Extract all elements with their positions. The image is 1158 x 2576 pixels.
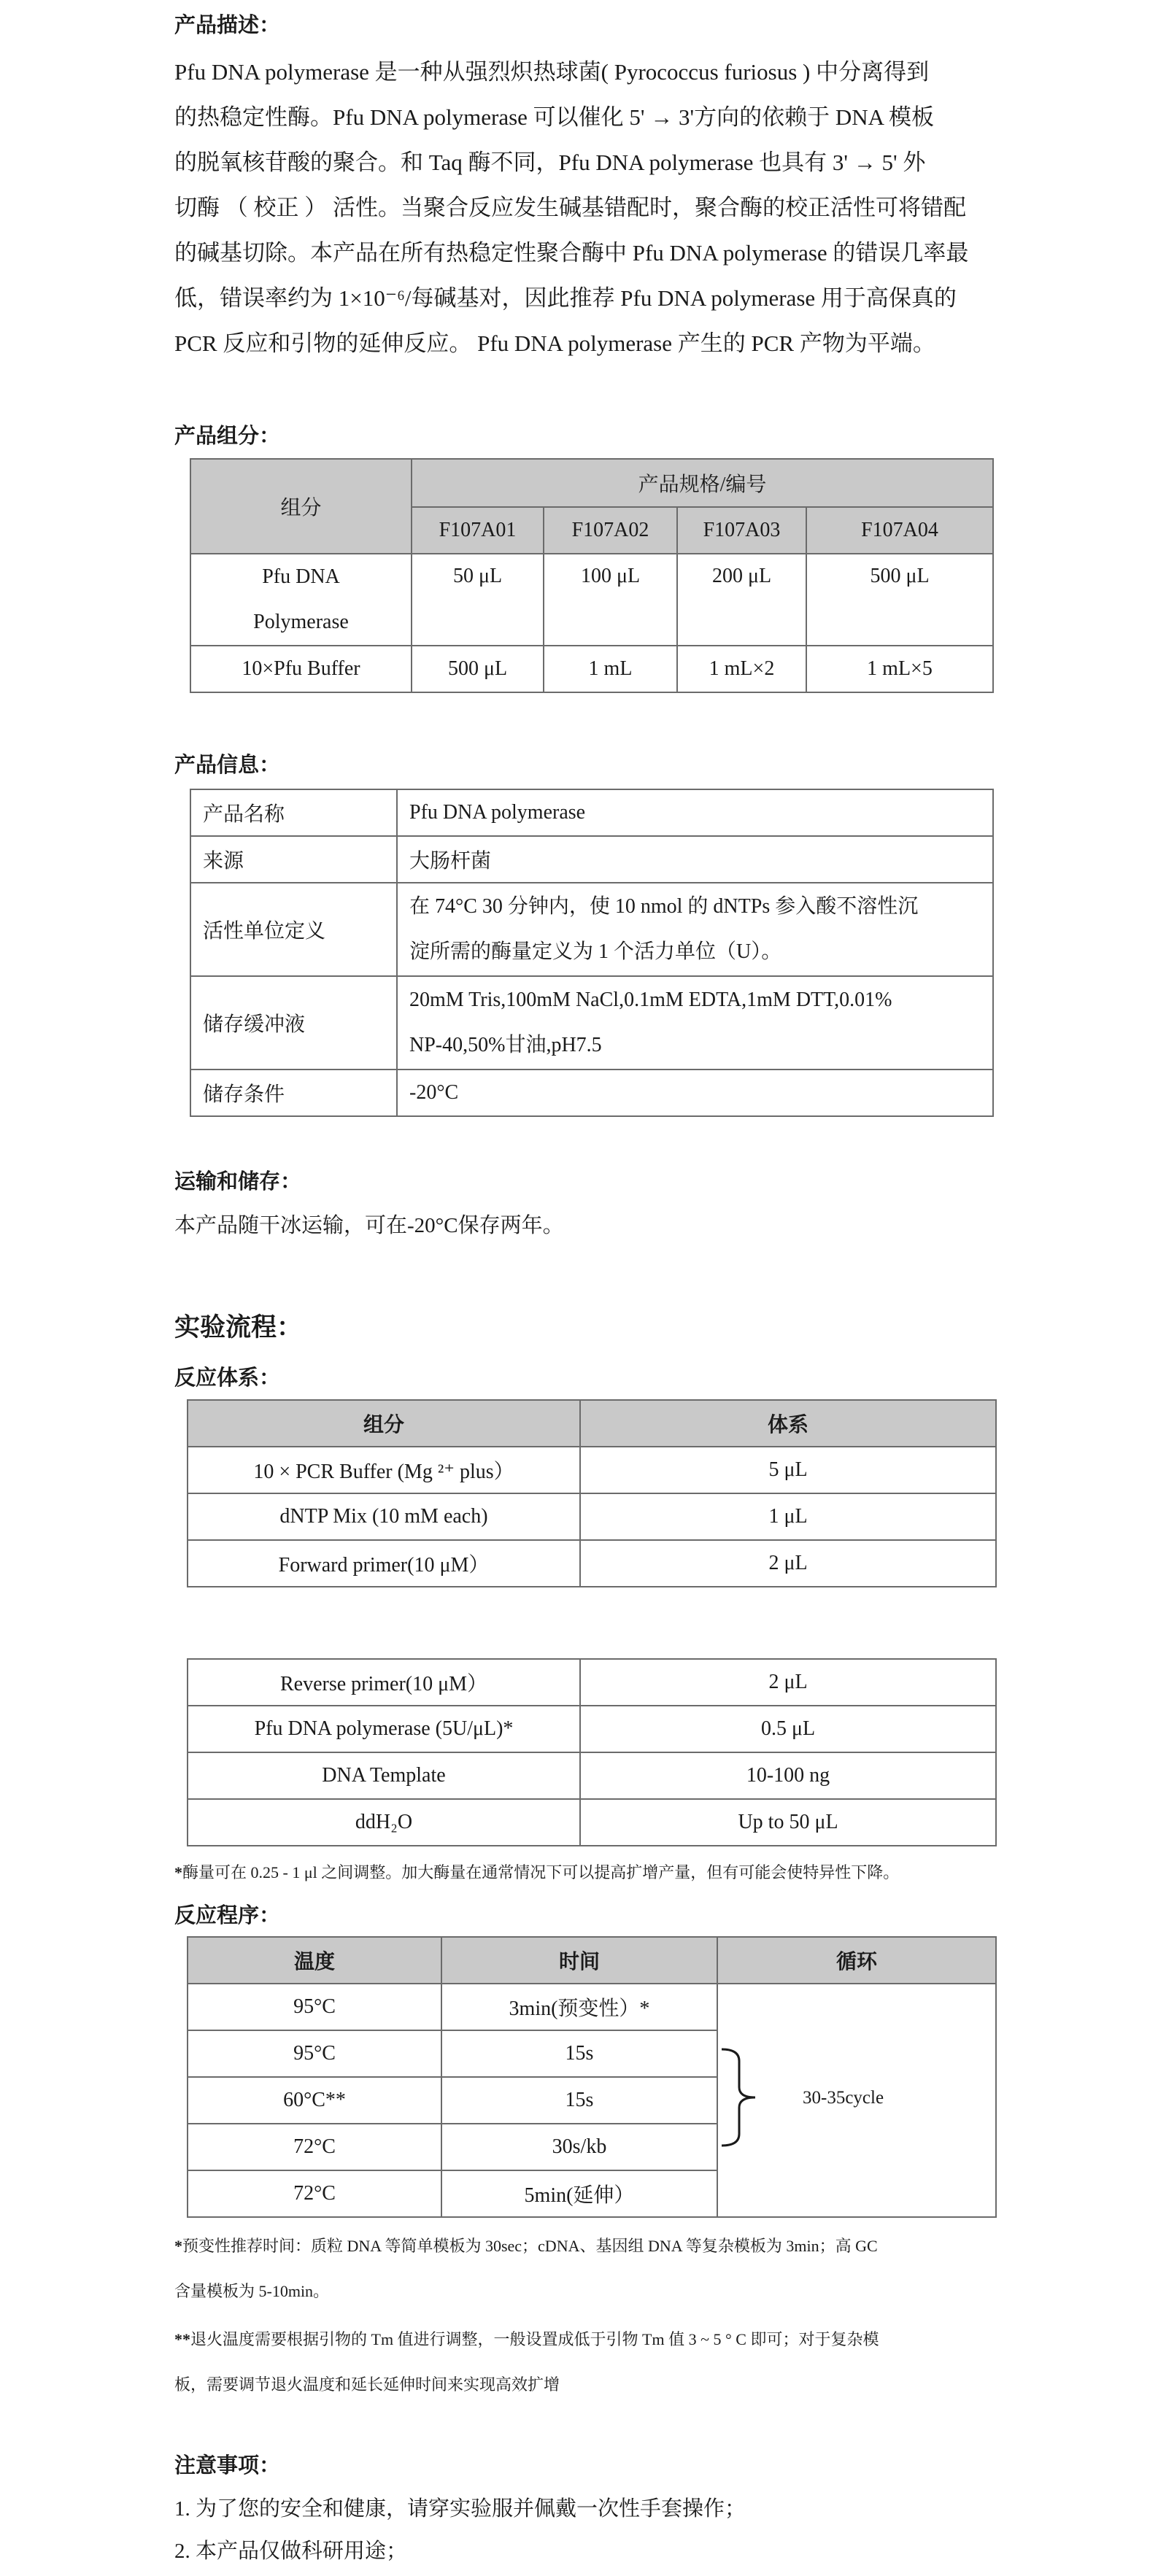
table-row [190, 789, 993, 836]
table-row [188, 1493, 996, 1540]
product-code: F107A01 [412, 507, 544, 554]
component-name: 10×Pfu Buffer [190, 646, 412, 692]
info-value: 20mM Tris,100mM NaCl,0.1mM EDTA,1mM DTT,0.01% NP-40,50%甘油,pH7.5 [397, 976, 993, 1070]
product-code: F107A03 [677, 507, 806, 554]
denaturation-note: *预变性推荐时间：质粒 DNA 等简单模板为 30sec；cDNA、基因组 DNA 等复杂模板为 3min；高 GC 含量模板为 5-10min。 [174, 2237, 878, 2300]
component-amount: 100 μL [544, 554, 677, 646]
system-volume: 0.5 μL [580, 1706, 996, 1752]
info-value: 大肠杆菌 [397, 836, 993, 883]
table-row [188, 1706, 996, 1752]
components-table [190, 458, 994, 693]
component-amount: 500 μL [806, 554, 993, 646]
system-component: DNA Template [188, 1752, 580, 1799]
system-volume: Up to 50 μL [580, 1799, 996, 1846]
product-code: F107A04 [806, 507, 993, 554]
info-label: 产品名称 [190, 789, 397, 836]
info-value: Pfu DNA polymerase [397, 789, 993, 836]
table-row [190, 646, 993, 692]
table-row [190, 836, 993, 883]
table-row [188, 1752, 996, 1799]
program-temp: 95°C [188, 1984, 441, 2030]
description-line: 的脱氧核苷酸的聚合。和 Taq 酶不同，Pfu DNA polymerase 也具有 3' → 5' 外 [174, 150, 926, 175]
reaction-system-table-a [187, 1399, 997, 1587]
info-heading: 产品信息： [174, 754, 281, 777]
system-component: Forward primer(10 μM） [188, 1540, 580, 1587]
notice-heading: 注意事项： [174, 2454, 281, 2478]
system-component: 10 × PCR Buffer (Mg ²⁺ plus） [188, 1447, 580, 1493]
description-paragraph [174, 50, 984, 366]
info-value: -20°C [397, 1070, 993, 1116]
cycle-brace-icon [719, 2046, 763, 2148]
system-component: Reverse primer(10 μM） [188, 1659, 580, 1706]
table-row [188, 1659, 996, 1706]
info-table [190, 789, 994, 1117]
system-component: Pfu DNA polymerase (5U/μL)* [188, 1706, 580, 1752]
program-time: 30s/kb [441, 2124, 717, 2170]
annealing-note: **退火温度需要根据引物的 Tm 值进行调整，一般设置成低于引物 Tm 值 3 ~ 5 ° C 即可；对于复杂模 板，需要调节退火温度和延长延伸时间来实现高效扩增 [174, 2330, 879, 2394]
component-amount: 200 μL [677, 554, 806, 646]
system-volume: 10-100 ng [580, 1752, 996, 1799]
program-temp: 60°C** [188, 2077, 441, 2124]
cycle-count: 30-35cycle [803, 2088, 884, 2108]
info-label: 储存条件 [190, 1070, 397, 1116]
info-label: 储存缓冲液 [190, 976, 397, 1070]
program-time: 15s [441, 2030, 717, 2077]
program-table [187, 1936, 997, 2218]
table-row [188, 1984, 996, 2030]
description-line: 切酶 （ 校正 ） 活性。当聚合反应发生碱基错配时，聚合酶的校正活性可将错配 [174, 195, 966, 220]
reaction-system-table-b [187, 1658, 997, 1846]
system-volume: 2 μL [580, 1540, 996, 1587]
program-time: 5min(延伸） [441, 2170, 717, 2217]
table-row [188, 1540, 996, 1587]
program-header-temp: 温度 [188, 1937, 441, 1984]
system-component: dNTP Mix (10 mM each) [188, 1493, 580, 1540]
component-amount: 1 mL×2 [677, 646, 806, 692]
table-row [190, 883, 993, 976]
description-line: 的热稳定性酶。Pfu DNA polymerase 可以催化 5' → 3'方向的依赖于 DNA 模板 [174, 104, 935, 130]
description-heading: 产品描述： [174, 14, 281, 37]
component-name: Pfu DNA Polymerase [190, 554, 412, 646]
system-volume: 5 μL [580, 1447, 996, 1493]
description-line: Pfu DNA polymerase 是一种从强烈炽热球菌( Pyrococcus furiosus ) 中分离得到 [174, 59, 930, 85]
transport-heading: 运输和储存： [174, 1170, 302, 1194]
program-time: 3min(预变性）* [441, 1984, 717, 2030]
list-item: 2. 本产品仅做科研用途； [174, 2540, 408, 2563]
component-amount: 1 mL×5 [806, 646, 993, 692]
program-temp: 72°C [188, 2170, 441, 2217]
description-line: 的碱基切除。本产品在所有热稳定性聚合酶中 Pfu DNA polymerase 的错误几率最 [174, 240, 969, 266]
notice-list [174, 2488, 746, 2572]
program-header-cycle: 循环 [717, 1937, 996, 1984]
program-temp: 95°C [188, 2030, 441, 2077]
info-value: 在 74°C 30 分钟内，使 10 nmol 的 dNTPs 参入酸不溶性沉 淀所需的酶量定义为 1 个活力单位（U）。 [397, 883, 993, 976]
component-amount: 500 μL [412, 646, 544, 692]
table-row [188, 1447, 996, 1493]
system-heading: 反应体系： [174, 1366, 281, 1390]
component-amount: 1 mL [544, 646, 677, 692]
table-row [190, 976, 993, 1070]
table-row [188, 1799, 996, 1846]
program-header-time: 时间 [441, 1937, 717, 1984]
info-label: 来源 [190, 836, 397, 883]
components-heading: 产品组分： [174, 425, 281, 448]
table-row [190, 554, 993, 646]
table-row [190, 1070, 993, 1116]
system-header-volume: 体系 [580, 1400, 996, 1447]
protocol-heading: 实验流程： [174, 1313, 303, 1342]
system-volume: 1 μL [580, 1493, 996, 1540]
components-header-spec: 产品规格/编号 [412, 459, 993, 507]
description-line: PCR 反应和引物的延伸反应。 Pfu DNA polymerase 产生的 PCR 产物为平端。 [174, 330, 935, 356]
program-temp: 72°C [188, 2124, 441, 2170]
program-time: 15s [441, 2077, 717, 2124]
system-header-component: 组分 [188, 1400, 580, 1447]
product-code: F107A02 [544, 507, 677, 554]
components-header-component: 组分 [190, 459, 412, 554]
transport-text: 本产品随干冰运输，可在-20°C保存两年。 [174, 1214, 564, 1237]
list-item: 1. 为了您的安全和健康，请穿实验服并佩戴一次性手套操作； [174, 2497, 746, 2521]
component-amount: 50 μL [412, 554, 544, 646]
info-label: 活性单位定义 [190, 883, 397, 976]
system-volume: 2 μL [580, 1659, 996, 1706]
enzyme-note: *酶量可在 0.25 - 1 μl 之间调整。加大酶量在通常情况下可以提高扩增产量，但有可能会使特异性下降。 [174, 1863, 900, 1881]
description-line: 低，错误率约为 1×10⁻⁶/每碱基对，因此推荐 Pfu DNA polymerase 用于高保真的 [174, 285, 957, 311]
system-component: ddH₂O [188, 1799, 580, 1846]
program-heading: 反应程序： [174, 1904, 281, 1927]
